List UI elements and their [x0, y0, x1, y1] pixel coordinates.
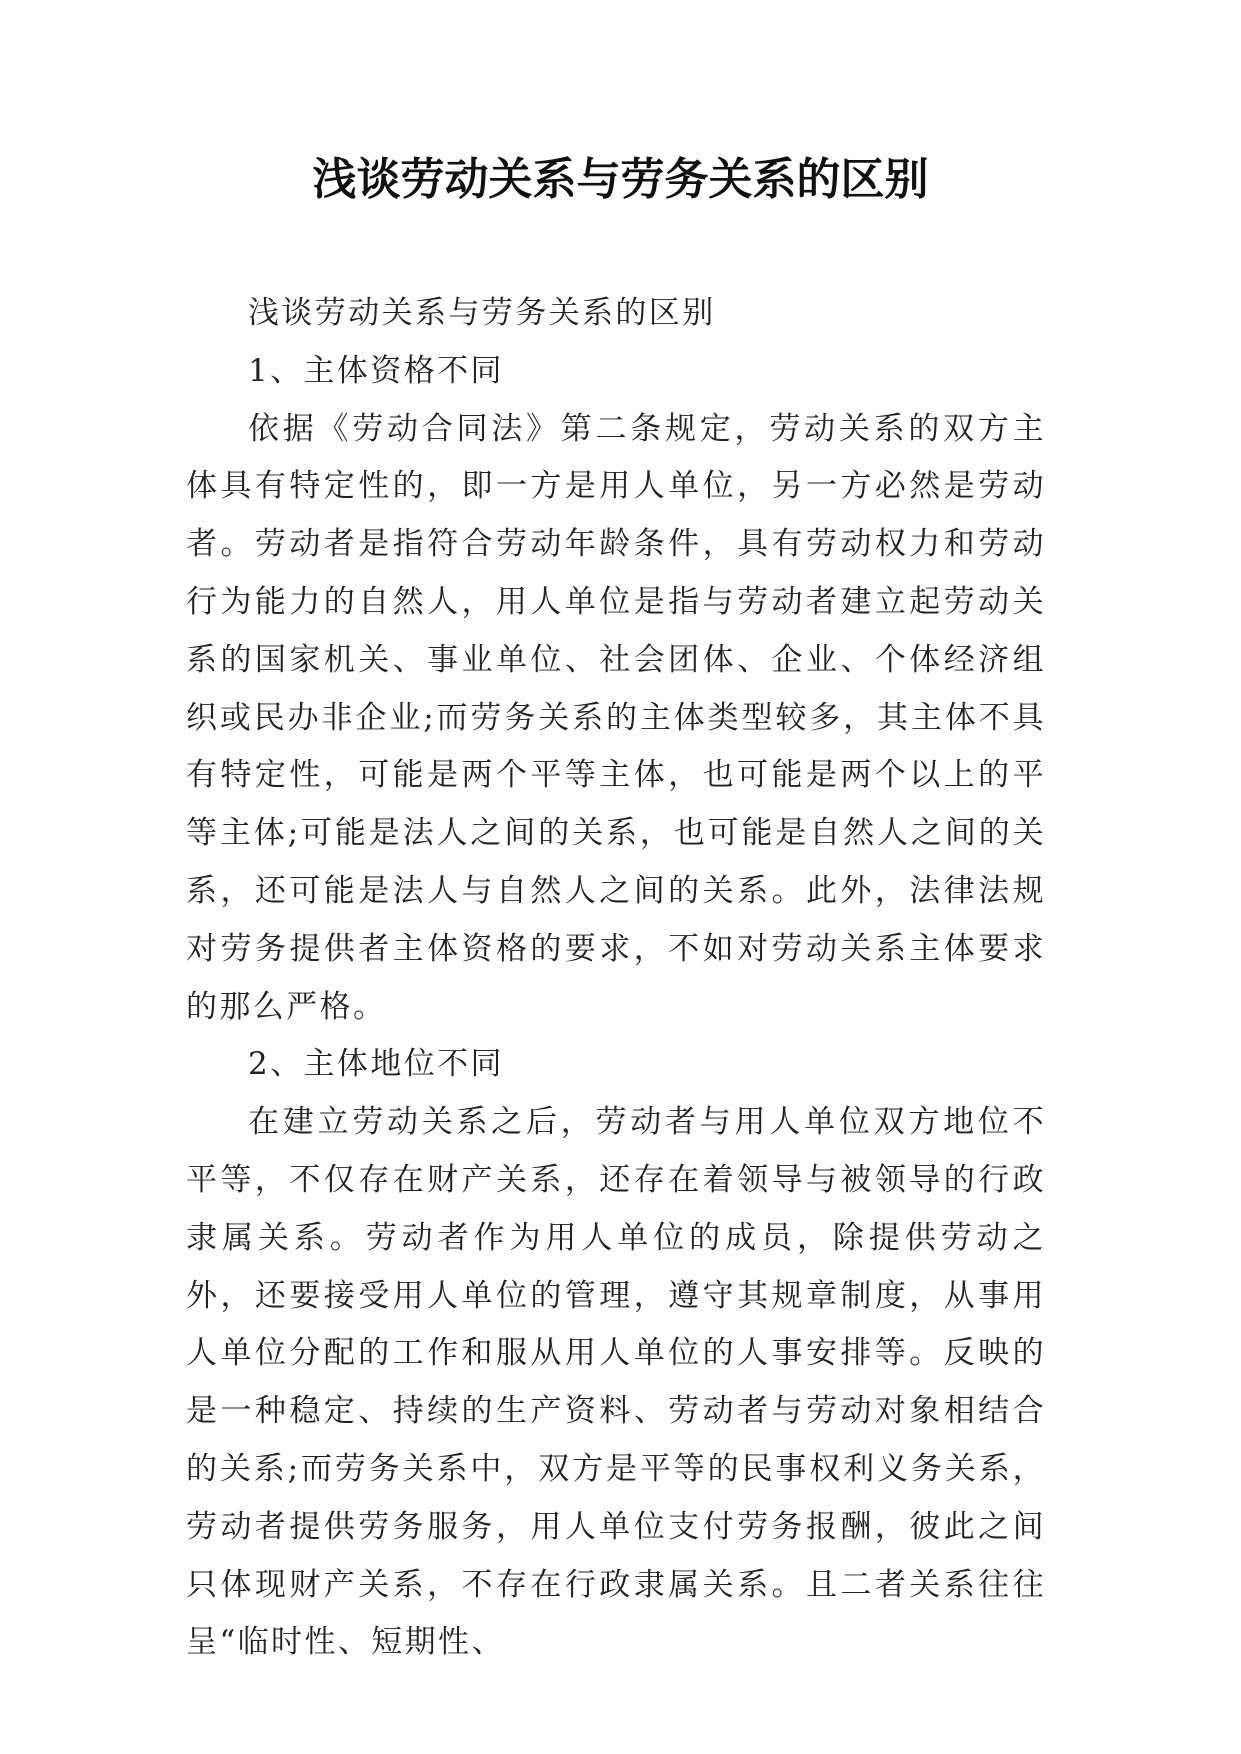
section-heading-2: 2、主体地位不同 [248, 1046, 504, 1083]
paragraph-subject-qualification: 依据《劳动合同法》第二条规定，劳动关系的双方主体具有特定性的，即一方是用人单位，另一方必然是劳动者。劳动者是指符合劳动年龄条件，具有劳动权力和劳动行为能力的自然人，用人单位是指与劳动者建立起劳动关系的国家机关、事业单位、社会团体、企业、个体经济组织或民办非企业;而劳务关系的主体类型较多，其主体不具有特定性，可能是两个平等主体，也可能是两个以上的平等主体;可能是法人之间的关系，也可能是自然人之间的关系，还可能是法人与自然人之间的关系。此外，法律法规对劳务提供者主体资格的要求，不如对劳动关系主体要求的那么严格。 [186, 410, 1046, 1025]
paragraph-subject-status: 在建立劳动关系之后，劳动者与用人单位双方地位不平等，不仅存在财产关系，还存在着领导与被领导的行政隶属关系。劳动者作为用人单位的成员，除提供劳动之外，还要接受用人单位的管理，遵守其规章制度，从事用人单位分配的工作和服从用人单位的人事安排等。反映的是一种稳定、持续的生产资料、劳动者与劳动对象相结合的关系;而劳务关系中，双方是平等的民事权利义务关系，劳动者提供劳务服务，用人单位支付劳务报酬，彼此之间只体现财产关系，不存在行政隶属关系。且二者关系往往呈“临时性、短期性、 [186, 1104, 1046, 1661]
document-title: 浅谈劳动关系与劳务关系的区别 [312, 154, 929, 205]
document-body [186, 285, 1046, 1672]
section-heading-1: 1、主体资格不同 [248, 352, 504, 389]
paragraph-subtitle: 浅谈劳动关系与劳务关系的区别 [248, 295, 716, 331]
